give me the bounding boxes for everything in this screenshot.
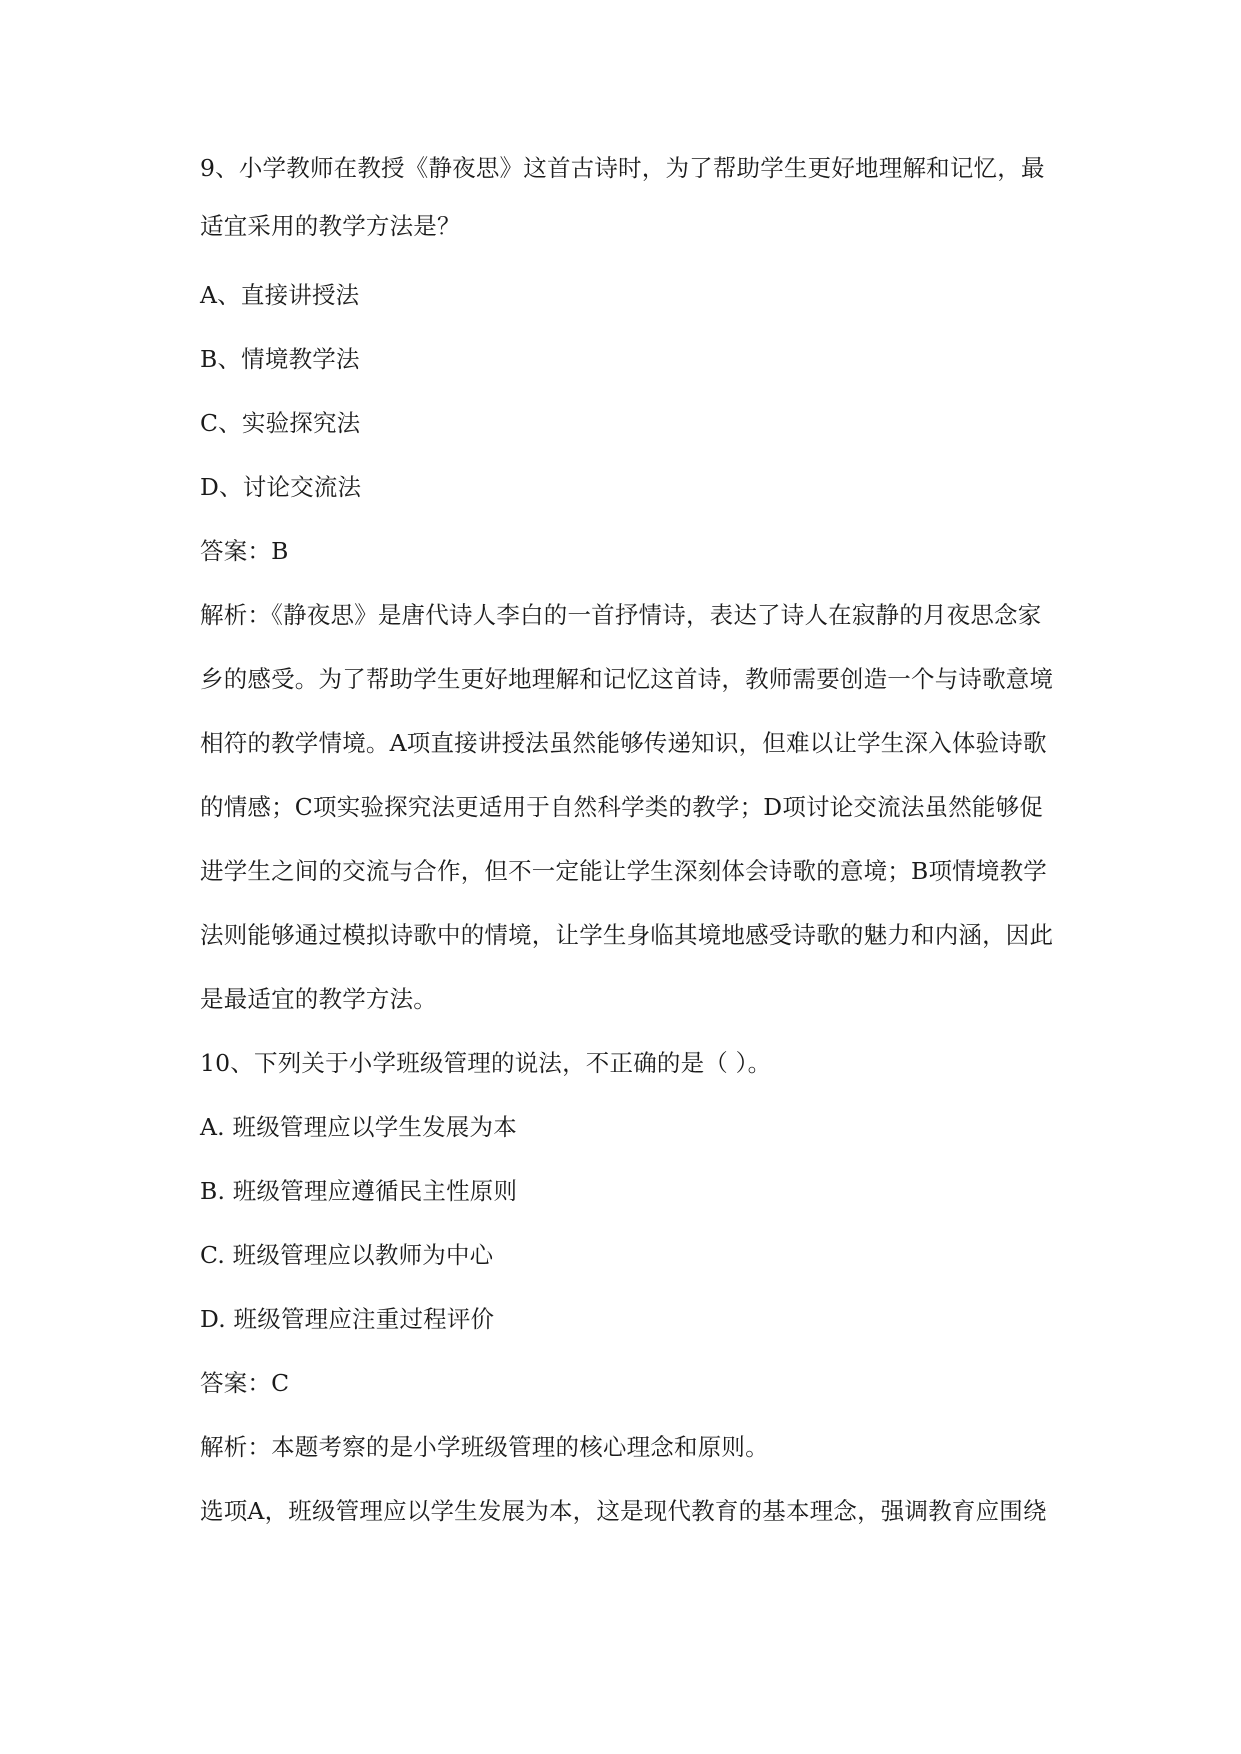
question-9-answer: 答案：B bbox=[200, 537, 289, 565]
question-10-analysis-line-1: 解析：本题考察的是小学班级管理的核心理念和原则。 bbox=[200, 1433, 769, 1461]
question-9-analysis-line-7: 是最适宜的教学方法。 bbox=[200, 985, 437, 1013]
question-10-analysis-line-2: 选项A，班级管理应以学生发展为本，这是现代教育的基本理念，强调教育应围绕 bbox=[200, 1497, 1047, 1525]
question-10-stem-line-1: 10、下列关于小学班级管理的说法，不正确的是（ ）。 bbox=[200, 1049, 772, 1077]
question-9-option-d: D、讨论交流法 bbox=[200, 473, 362, 501]
question-9-option-b: B、情境教学法 bbox=[200, 345, 360, 373]
question-9-analysis-line-5: 进学生之间的交流与合作，但不一定能让学生深刻体会诗歌的意境；B项情境教学 bbox=[200, 857, 1047, 885]
question-9-stem-line-2: 适宜采用的教学方法是？ bbox=[200, 212, 461, 240]
question-10-answer: 答案：C bbox=[200, 1369, 290, 1397]
question-9-option-a: A、直接讲授法 bbox=[200, 281, 360, 309]
question-9-analysis-line-3: 相符的教学情境。A项直接讲授法虽然能够传递知识，但难以让学生深入体验诗歌 bbox=[200, 729, 1047, 757]
question-9-stem-line-1: 9、小学教师在教授《静夜思》这首古诗时，为了帮助学生更好地理解和记忆，最 bbox=[200, 154, 1045, 182]
question-10-option-d: D. 班级管理应注重过程评价 bbox=[200, 1305, 495, 1333]
question-9-analysis-line-2: 乡的感受。为了帮助学生更好地理解和记忆这首诗，教师需要创造一个与诗歌意境 bbox=[200, 665, 1054, 693]
question-10-option-c: C. 班级管理应以教师为中心 bbox=[200, 1241, 494, 1269]
question-9-analysis-line-4: 的情感；C项实验探究法更适用于自然科学类的教学；D项讨论交流法虽然能够促 bbox=[200, 793, 1044, 821]
question-10-option-a: A. 班级管理应以学生发展为本 bbox=[200, 1113, 517, 1141]
question-10-option-b: B. 班级管理应遵循民主性原则 bbox=[200, 1177, 518, 1205]
question-9-option-c: C、实验探究法 bbox=[200, 409, 361, 437]
question-9-analysis-line-6: 法则能够通过模拟诗歌中的情境，让学生身临其境地感受诗歌的魅力和内涵，因此 bbox=[200, 921, 1054, 949]
question-9-analysis-line-1: 解析：《静夜思》是唐代诗人李白的一首抒情诗，表达了诗人在寂静的月夜思念家 bbox=[200, 601, 1042, 629]
